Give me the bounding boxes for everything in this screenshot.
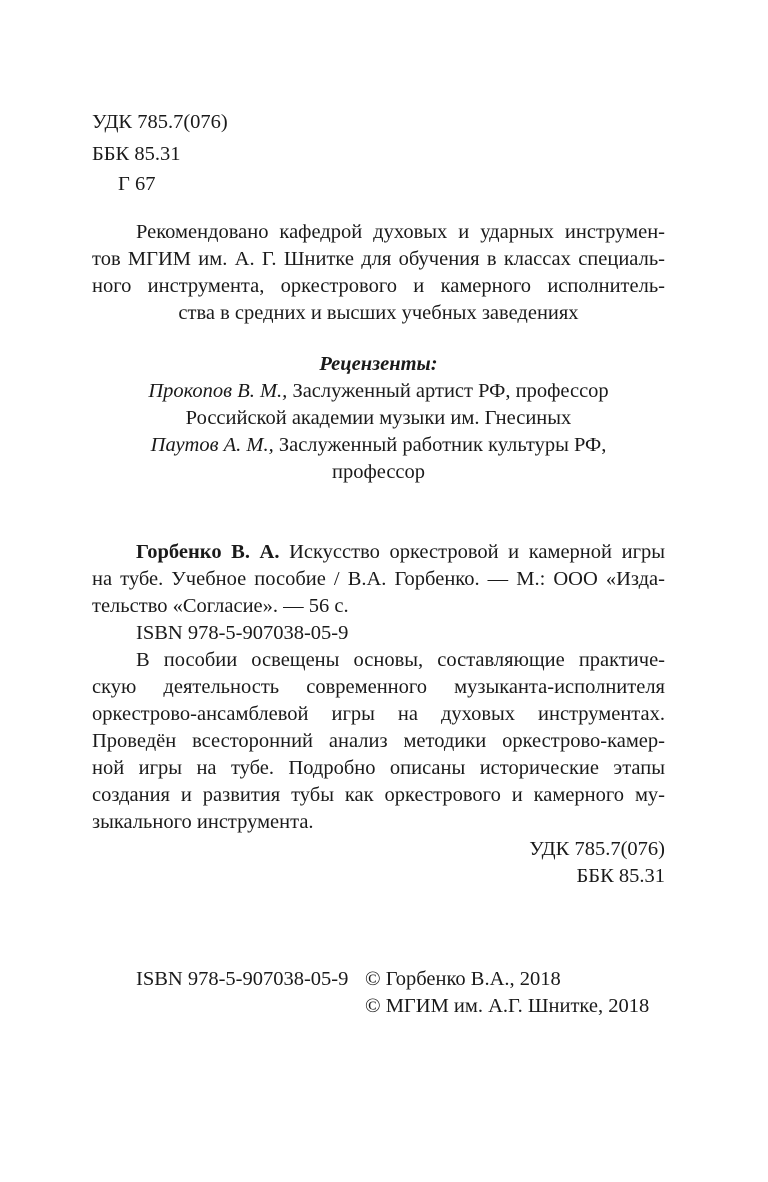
annotation-line: зыкального инструмента. bbox=[92, 811, 314, 833]
reviewer-2-name: Паутов А. М., bbox=[150, 434, 274, 456]
annotation-line: Проведён всесторонний анализ методики оркестрово-камер- bbox=[92, 730, 665, 752]
bbk-code: ББК 85.31 bbox=[92, 143, 181, 165]
isbn: ISBN 978-5-907038-05-9 bbox=[136, 622, 349, 644]
reviewer-2 bbox=[92, 432, 665, 459]
author-mark: Г 67 bbox=[118, 173, 156, 195]
reviewer-2-title: Заслуженный работник культуры РФ, bbox=[273, 434, 607, 456]
reviewer-1-title: Заслуженный артист РФ, профессор bbox=[287, 380, 609, 402]
recommendation-line: ства в средних и высших учебных заведениях bbox=[178, 302, 579, 324]
annotation-line: В пособии освещены основы, составляющие практиче- bbox=[136, 649, 665, 671]
bibliography-title: Искусство оркестровой и камерной игры bbox=[279, 541, 665, 563]
udk-code-repeat: УДК 785.7(076) bbox=[529, 838, 665, 860]
reviewer-1-name: Прокопов В. М., bbox=[148, 380, 288, 402]
reviewer-1 bbox=[92, 378, 665, 405]
recommendation-line: ного инструмента, оркестрового и камерного исполнитель- bbox=[92, 275, 665, 297]
annotation-line: скую деятельность современного музыканта-исполнителя bbox=[92, 676, 665, 698]
footer-isbn: ISBN 978-5-907038-05-9 bbox=[136, 968, 349, 990]
reviewer-1-affiliation: Российской академии музыки им. Гнесиных bbox=[185, 407, 572, 429]
reviewer-2-affiliation: профессор bbox=[331, 461, 426, 483]
copyright-author: © Горбенко В.А., 2018 bbox=[365, 968, 561, 990]
annotation-line: создания и развития тубы как оркестрового и камерного му- bbox=[92, 784, 665, 806]
bibliography-line: на тубе. Учебное пособие / В.А. Горбенко. — М.: ООО «Изда- bbox=[92, 568, 665, 590]
bibliography-line: тельство «Согласие». — 56 с. bbox=[92, 595, 349, 617]
recommendation-line: тов МГИМ им. А. Г. Шнитке для обучения в классах специаль- bbox=[92, 248, 665, 270]
reviewers-heading: Рецензенты: bbox=[319, 353, 438, 375]
udk-code: УДК 785.7(076) bbox=[92, 111, 228, 133]
bibliography-author: Горбенко В. А. bbox=[136, 541, 280, 563]
annotation-line: оркестрово-ансамблевой игры на духовых инструментах. bbox=[92, 703, 665, 725]
bbk-code-repeat: ББК 85.31 bbox=[576, 865, 665, 887]
copyright-publisher: © МГИМ им. А.Г. Шнитке, 2018 bbox=[365, 995, 650, 1017]
bibliography-line bbox=[136, 539, 665, 566]
annotation-line: ной игры на тубе. Подробно описаны исторические этапы bbox=[92, 757, 665, 779]
recommendation-line: Рекомендовано кафедрой духовых и ударных инструмен- bbox=[136, 221, 665, 243]
